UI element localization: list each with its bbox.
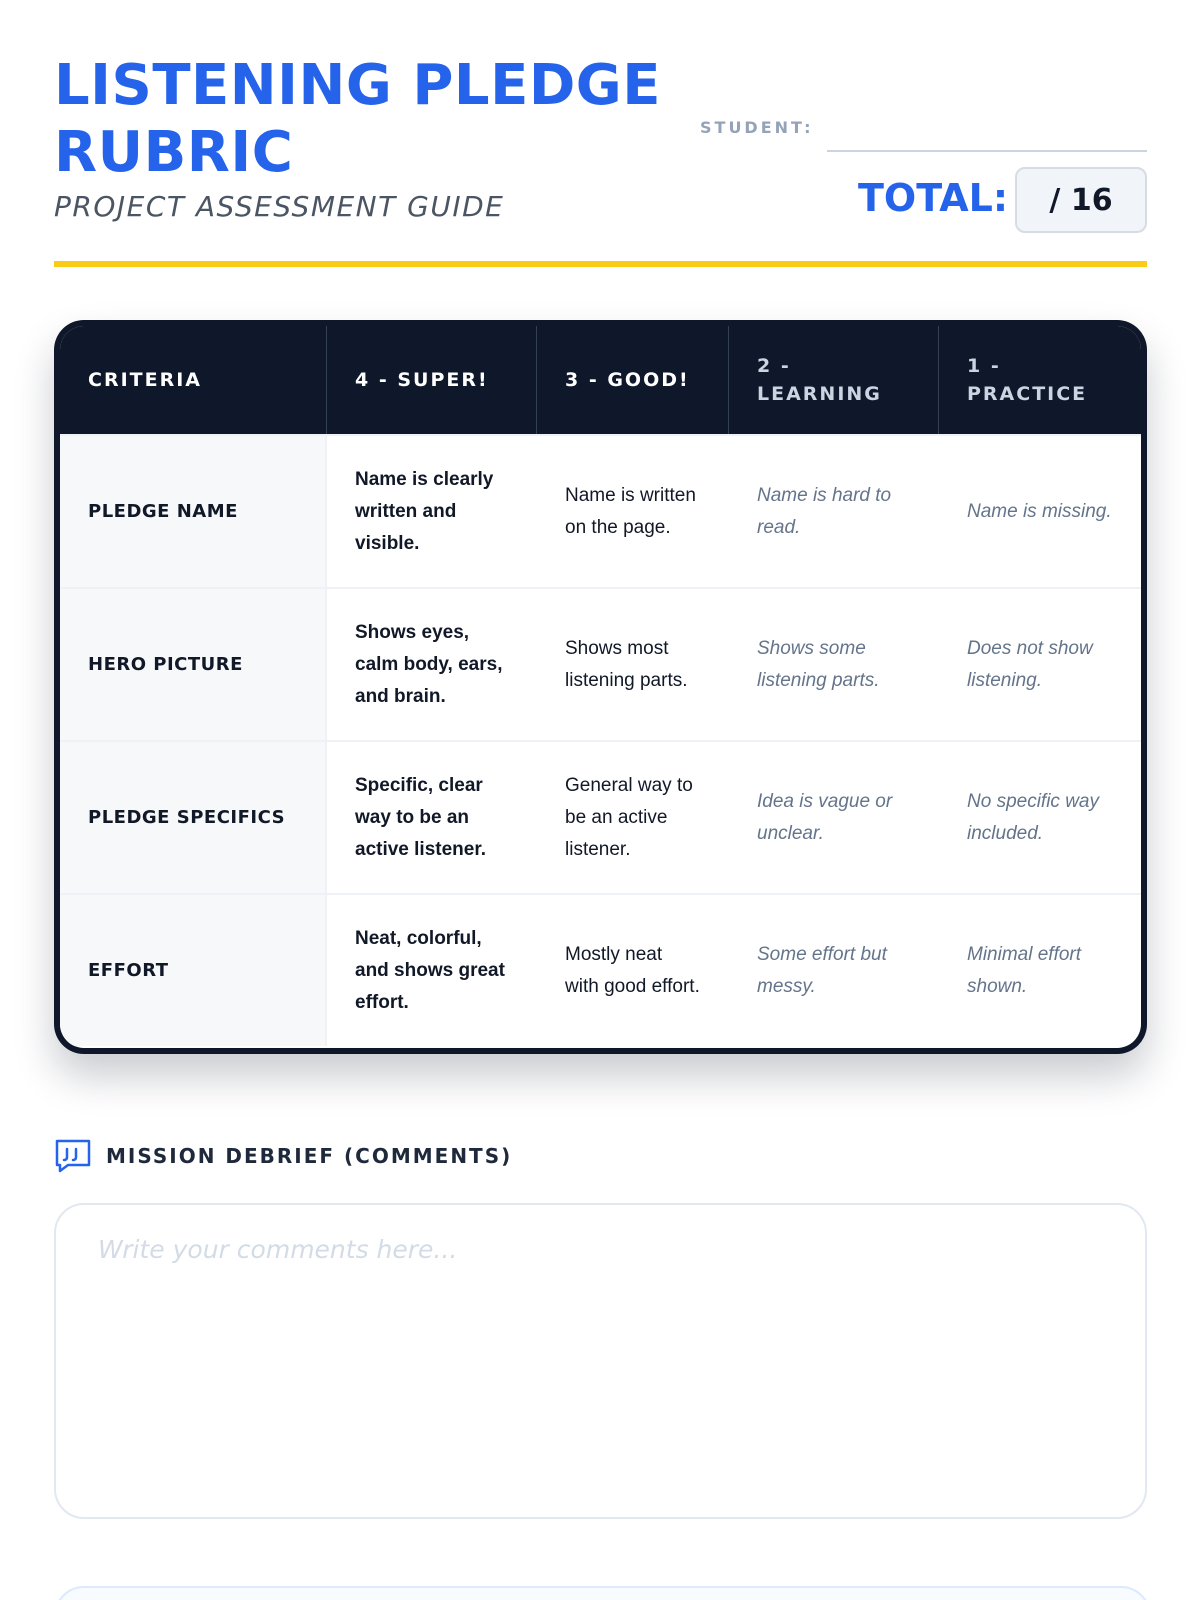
total-score-box[interactable]: / 16 (1015, 167, 1147, 233)
column-header-good: 3 - GOOD! (537, 326, 729, 434)
super-cell[interactable]: Shows eyes, calm body, ears, and brain. (355, 621, 503, 707)
practice-cell[interactable]: Minimal effort shown. (967, 943, 1082, 997)
practice-cell[interactable]: No specific way included. (967, 790, 1099, 844)
student-label: STUDENT: (700, 118, 814, 137)
comments-heading (54, 1138, 512, 1174)
learning-cell[interactable]: Some effort but messy. (757, 943, 887, 997)
table-row (60, 893, 1141, 1046)
super-cell[interactable]: Neat, colorful, and shows great effort. (355, 927, 505, 1013)
table-row (60, 434, 1141, 587)
student-name-field[interactable] (827, 150, 1147, 152)
learning-cell[interactable]: Idea is vague or unclear. (757, 790, 893, 844)
learning-cell[interactable]: Name is hard to read. (757, 484, 892, 538)
total-label: TOTAL: (858, 176, 1009, 220)
page-subtitle: PROJECT ASSESSMENT GUIDE (54, 190, 505, 223)
super-cell[interactable]: Name is clearly written and visible. (355, 468, 494, 554)
criteria-cell: EFFORT (60, 895, 327, 1046)
practice-cell[interactable]: Does not show listening. (967, 637, 1093, 691)
header (54, 52, 1147, 267)
table-row (60, 740, 1141, 893)
table-row (60, 587, 1141, 740)
rubric-header-row (60, 326, 1141, 434)
criteria-cell: PLEDGE NAME (60, 436, 327, 587)
criteria-cell: HERO PICTURE (60, 589, 327, 740)
page-title: LISTENING PLEDGE RUBRIC (54, 53, 662, 185)
column-header-learning: 2 - LEARNING (729, 326, 939, 434)
learning-cell[interactable]: Shows some listening parts. (757, 637, 880, 691)
next-section-card (54, 1586, 1151, 1600)
rubric-table (54, 320, 1147, 1054)
practice-cell[interactable]: Name is missing. (967, 500, 1112, 522)
comments-label: MISSION DEBRIEF (COMMENTS) (106, 1144, 513, 1168)
good-cell[interactable]: General way to be an active listener. (565, 774, 693, 860)
rubric-table-body (60, 326, 1141, 1048)
column-header-criteria: CRITERIA (60, 326, 327, 434)
good-cell[interactable]: Name is written on the page. (565, 484, 696, 538)
comments-textarea[interactable] (54, 1203, 1147, 1519)
header-divider (54, 261, 1147, 267)
good-cell[interactable]: Mostly neat with good effort. (565, 943, 700, 997)
comment-quote-icon (54, 1138, 92, 1174)
good-cell[interactable]: Shows most listening parts. (565, 637, 688, 691)
column-header-super: 4 - SUPER! (327, 326, 537, 434)
criteria-cell: PLEDGE SPECIFICS (60, 742, 327, 893)
column-header-practice: 1 - PRACTICE (967, 355, 1088, 405)
super-cell[interactable]: Specific, clear way to be an active listener. (355, 774, 486, 860)
